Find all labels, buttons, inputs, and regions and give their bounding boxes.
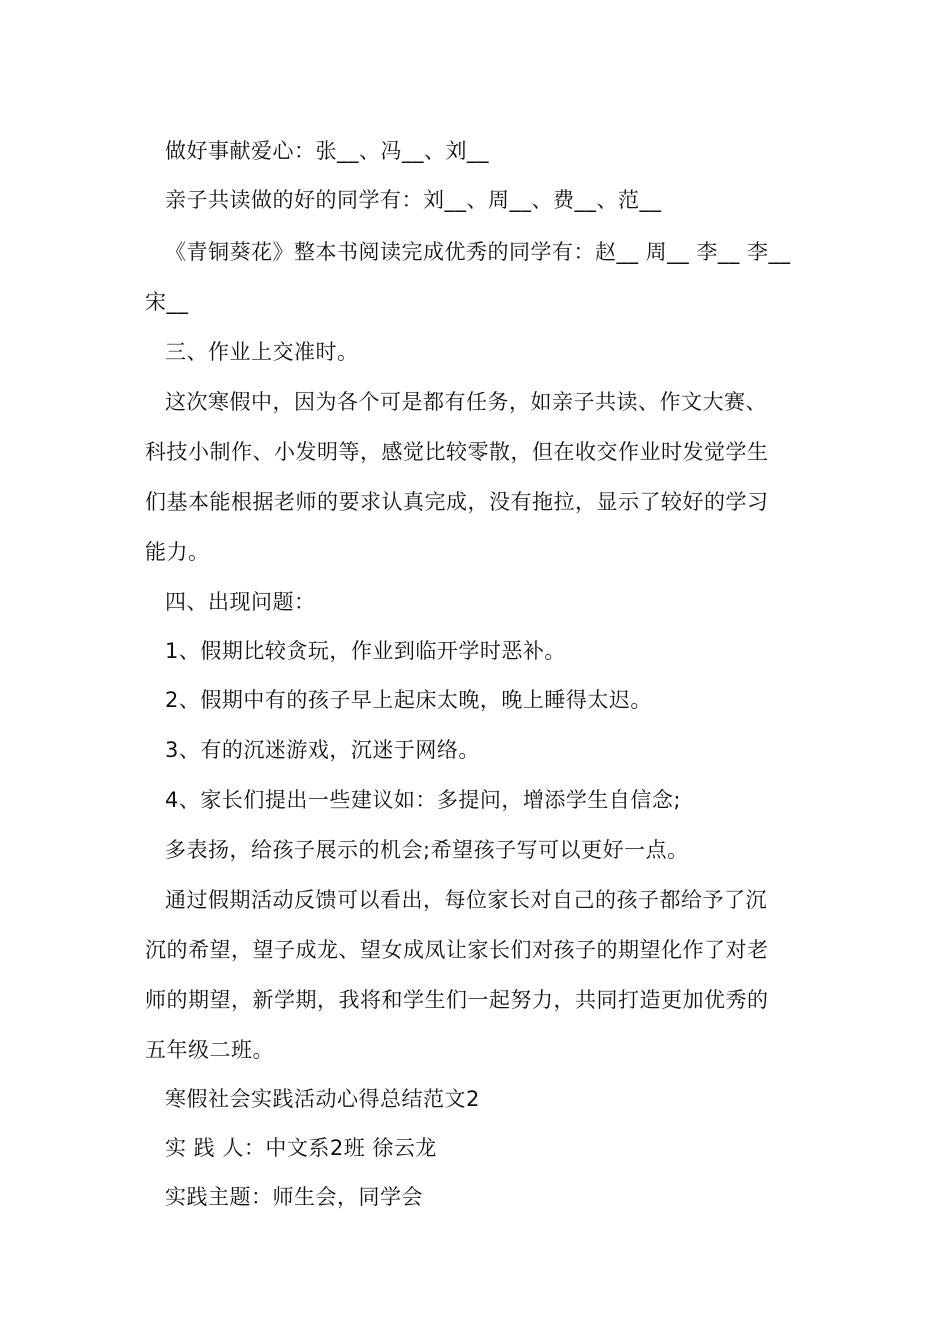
- list-item-problem-4: 4、家长们提出一些建议如：多提问，增添学生自信念;: [165, 788, 681, 812]
- list-item-problem-3: 3、有的沉迷游戏，沉迷于网络。: [165, 738, 480, 762]
- paragraph-book-reading-line2: 宋__: [145, 290, 189, 314]
- practice-theme-line: 实践主题：师生会，同学会: [165, 1185, 423, 1209]
- paragraph-conclusion-line2: 沉的希望，望子成龙、望女成凤让家长们对孩子的期望化作了对老: [145, 938, 769, 962]
- paragraph-parent-child-reading: 亲子共读做的好的同学有：刘__、周__、费__、范__: [165, 188, 662, 212]
- paragraph-book-reading-line1: 《青铜葵花》整本书阅读完成优秀的同学有：赵__ 周__ 李__ 李__: [165, 240, 791, 264]
- article-title-2: 寒假社会实践活动心得总结范文2: [165, 1087, 480, 1111]
- paragraph-suggestions: 多表扬，给孩子展示的机会;希望孩子写可以更好一点。: [165, 838, 689, 862]
- list-item-problem-2: 2、假期中有的孩子早上起床太晚，晚上睡得太迟。: [165, 688, 652, 712]
- paragraph-conclusion-line4: 五年级二班。: [145, 1038, 274, 1062]
- practice-person-line: 实 践 人：中文系2班 徐云龙: [165, 1136, 437, 1160]
- paragraph-homework-line1: 这次寒假中，因为各个可是都有任务，如亲子共读、作文大赛、: [165, 390, 767, 414]
- section-heading-problems: 四、出现问题：: [165, 590, 316, 614]
- list-item-problem-1: 1、假期比较贪玩，作业到临开学时恶补。: [165, 639, 566, 663]
- paragraph-good-deeds: 做好事献爱心：张__、冯__、刘__: [165, 139, 489, 163]
- paragraph-homework-line2: 科技小制作、小发明等，感觉比较零散，但在收交作业时发觉学生: [145, 440, 769, 464]
- paragraph-conclusion-line1: 通过假期活动反馈可以看出，每位家长对自己的孩子都给予了沉: [165, 888, 767, 912]
- section-heading-homework: 三、作业上交准时。: [165, 340, 359, 364]
- paragraph-homework-line3: 们基本能根据老师的要求认真完成，没有拖拉，显示了较好的学习: [145, 490, 769, 514]
- paragraph-homework-line4: 能力。: [145, 540, 210, 564]
- paragraph-conclusion-line3: 师的期望，新学期，我将和学生们一起努力，共同打造更加优秀的: [145, 988, 769, 1012]
